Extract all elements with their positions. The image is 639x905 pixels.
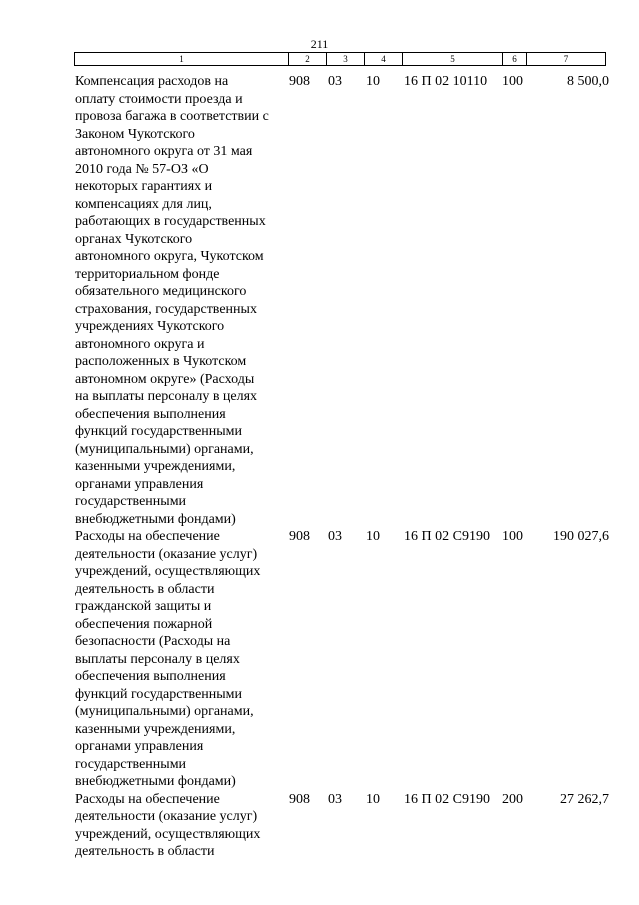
description-line: автономном округе» (Расходы xyxy=(75,371,255,387)
table-row xyxy=(0,528,639,791)
description-line: учреждениях Чукотского xyxy=(75,319,225,334)
column-header-row xyxy=(74,52,606,66)
column-header-5: 5 xyxy=(403,53,503,66)
amount: 8 500,0 xyxy=(567,74,609,89)
subsection-code: 10 xyxy=(366,74,380,89)
subsection-code: 10 xyxy=(366,529,380,544)
description-line: Компенсация расходов на xyxy=(75,74,229,89)
description-line: функций государственными xyxy=(75,686,243,702)
description-line: оплату стоимости проезда и xyxy=(75,91,243,107)
section-code: 03 xyxy=(328,74,342,89)
description-line: на выплаты персоналу в целях xyxy=(75,389,258,404)
description-line: Расходы на обеспечение xyxy=(75,529,220,544)
description-line: безопасности (Расходы на xyxy=(75,634,231,649)
description-line: автономного округа от 31 мая xyxy=(75,144,253,159)
subsection-code: 10 xyxy=(366,791,380,807)
column-header-1: 1 xyxy=(75,53,289,66)
section-code: 03 xyxy=(328,791,342,807)
row-description xyxy=(75,73,289,528)
column-header-4: 4 xyxy=(365,53,403,66)
description-line: обеспечения выполнения xyxy=(75,406,226,422)
expense-type-code: 100 xyxy=(502,74,523,89)
description-line: казенными учреждениями, xyxy=(75,721,236,737)
description-line: провоза багажа в соответствии с xyxy=(75,109,269,124)
expense-type-code: 100 xyxy=(502,529,523,544)
amount: 27 262,7 xyxy=(560,791,609,807)
description-line: обязательного медицинского xyxy=(75,284,247,299)
target-article-code: 16 П 02 С9190 xyxy=(404,791,490,807)
column-header-7: 7 xyxy=(527,53,606,66)
description-line: учреждений, осуществляющих xyxy=(75,564,261,579)
description-line: компенсациях для лиц, xyxy=(75,196,212,212)
description-line: (муниципальными) органами, xyxy=(75,441,254,457)
section-code: 03 xyxy=(328,529,342,544)
page-number: 211 xyxy=(310,37,329,51)
description-line: расположенных в Чукотском xyxy=(75,354,247,369)
description-line: некоторых гарантиях и xyxy=(75,179,213,194)
description-line: деятельность в области xyxy=(75,844,215,859)
description-line: органами управления xyxy=(75,476,204,492)
description-line: автономного округа, Чукотском xyxy=(75,249,264,264)
column-header-3: 3 xyxy=(327,53,365,66)
row-description xyxy=(75,528,289,791)
description-line: деятельности (оказание услуг) xyxy=(75,809,258,824)
description-line: Расходы на обеспечение xyxy=(75,791,220,807)
description-line: органами управления xyxy=(75,739,204,754)
amount: 190 027,6 xyxy=(553,529,609,544)
description-line: деятельности (оказание услуг) xyxy=(75,546,258,562)
column-header-2: 2 xyxy=(289,53,327,66)
ministry-code: 908 xyxy=(289,791,310,807)
description-line: автономного округа и xyxy=(75,336,205,352)
description-line: 2010 года № 57-ОЗ «О xyxy=(75,161,209,177)
ministry-code: 908 xyxy=(289,74,310,89)
description-line: функций государственными xyxy=(75,424,243,439)
description-line: деятельность в области xyxy=(75,581,215,597)
description-line: внебюджетными фондами) xyxy=(75,511,236,527)
expense-type-code: 200 xyxy=(502,791,523,807)
description-line: казенными учреждениями, xyxy=(75,459,236,474)
column-header-6: 6 xyxy=(503,53,527,66)
description-line: внебюджетными фондами) xyxy=(75,774,236,789)
table-row xyxy=(0,791,639,861)
description-line: работающих в государственных xyxy=(75,214,266,229)
description-line: органах Чукотского xyxy=(75,231,193,247)
table-body xyxy=(0,73,639,861)
description-line: выплаты персоналу в целях xyxy=(75,651,240,667)
description-line: государственными xyxy=(75,756,187,772)
description-line: территориальном фонде xyxy=(75,266,220,282)
ministry-code: 908 xyxy=(289,529,310,544)
description-line: государственными xyxy=(75,494,187,509)
description-line: учреждений, осуществляющих xyxy=(75,826,261,842)
description-line: обеспечения пожарной xyxy=(75,616,213,632)
description-line: Законом Чукотского xyxy=(75,126,195,142)
description-line: гражданской защиты и xyxy=(75,599,212,614)
table-row xyxy=(0,73,639,528)
description-line: (муниципальными) органами, xyxy=(75,704,254,719)
target-article-code: 16 П 02 10110 xyxy=(404,74,488,89)
target-article-code: 16 П 02 С9190 xyxy=(404,529,490,544)
row-description xyxy=(75,791,289,861)
description-line: страхования, государственных xyxy=(75,301,257,317)
description-line: обеспечения выполнения xyxy=(75,669,226,684)
